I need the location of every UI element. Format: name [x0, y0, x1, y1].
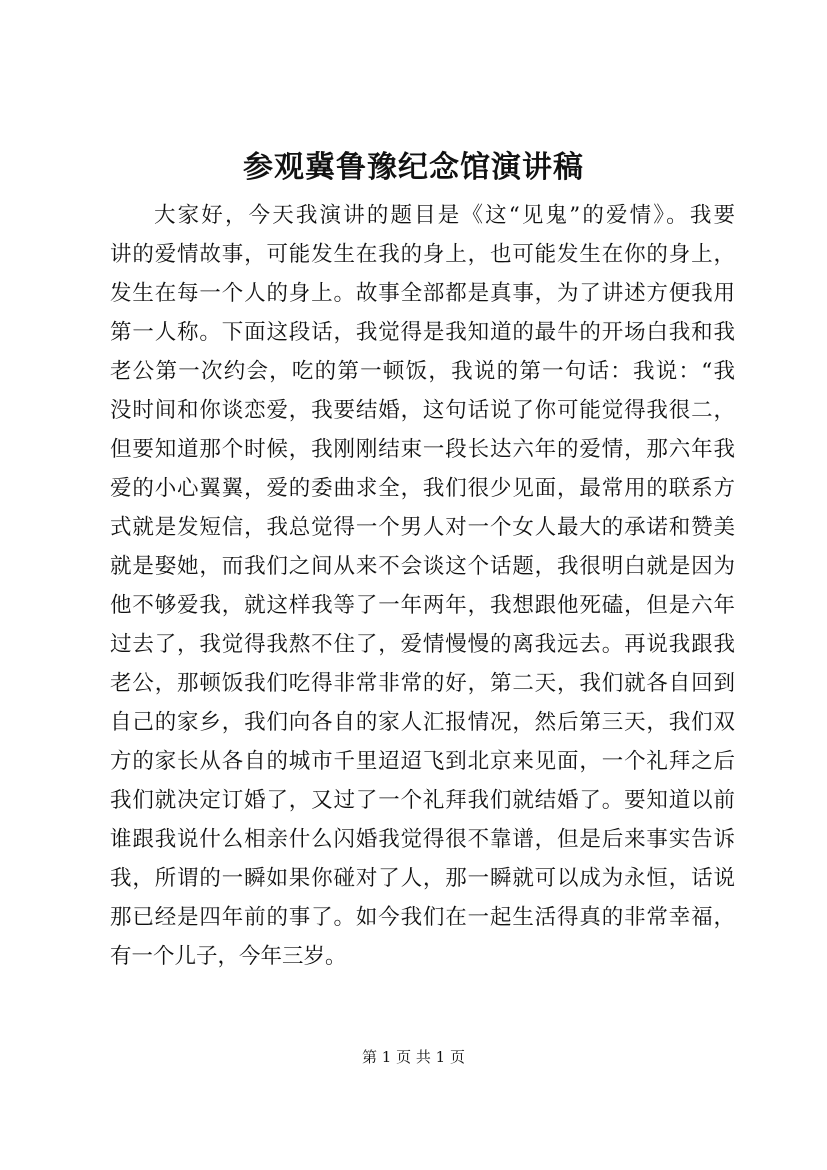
paragraph-line: 谁跟我说什么相亲什么闪婚我觉得很不靠谱，但是后来事实告诉 [110, 827, 735, 852]
paragraph-line: 第一人称。下面这段话，我觉得是我知道的最牛的开场白我和我 [110, 320, 735, 345]
paragraph-line: 方的家长从各自的城市千里迢迢飞到北京来见面，一个礼拜之后 [110, 749, 735, 774]
paragraph-line: 讲的爱情故事，可能发生在我的身上，也可能发生在你的身上， [110, 242, 735, 267]
paragraph-line: 式就是发短信，我总觉得一个男人对一个女人最大的承诺和赞美 [110, 515, 735, 540]
paragraph-line: 发生在每一个人的身上。故事全部都是真事，为了讲述方便我用 [110, 281, 735, 306]
paragraph-line: 就是娶她，而我们之间从来不会谈这个话题，我很明白就是因为 [110, 554, 735, 579]
paragraph-line: 大家好，今天我演讲的题目是《这“见鬼”的爱情》。我要 [154, 203, 735, 228]
paragraph-line: 有一个儿子，今年三岁。 [110, 944, 347, 969]
paragraph-line: 但要知道那个时候，我刚刚结束一段长达六年的爱情，那六年我 [110, 437, 735, 462]
paragraph-line: 爱的小心翼翼，爱的委曲求全，我们很少见面，最常用的联系方 [110, 476, 735, 501]
paragraph-line: 我们就决定订婚了，又过了一个礼拜我们就结婚了。要知道以前 [110, 788, 735, 813]
speech-paragraph [110, 196, 735, 976]
paragraph-line: 他不够爱我，就这样我等了一年两年，我想跟他死磕，但是六年 [110, 593, 735, 618]
paragraph-line: 过去了，我觉得我熬不住了，爱情慢慢的离我远去。再说我跟我 [110, 632, 735, 657]
document-title: 参观冀鲁豫纪念馆演讲稿 [243, 150, 584, 185]
page-number-footer: 第 1 页 共 1 页 [362, 1048, 465, 1066]
paragraph-line: 自己的家乡，我们向各自的家人汇报情况，然后第三天，我们双 [110, 710, 735, 735]
paragraph-line: 老公第一次约会，吃的第一顿饭，我说的第一句话：我说：“我 [110, 359, 735, 384]
paragraph-line: 没时间和你谈恋爱，我要结婚，这句话说了你可能觉得我很二， [110, 398, 735, 423]
paragraph-line: 我，所谓的一瞬如果你碰对了人，那一瞬就可以成为永恒，话说 [110, 866, 735, 891]
paragraph-line: 那已经是四年前的事了。如今我们在一起生活得真的非常幸福， [110, 905, 735, 930]
paragraph-line: 老公，那顿饭我们吃得非常非常的好，第二天，我们就各自回到 [110, 671, 735, 696]
